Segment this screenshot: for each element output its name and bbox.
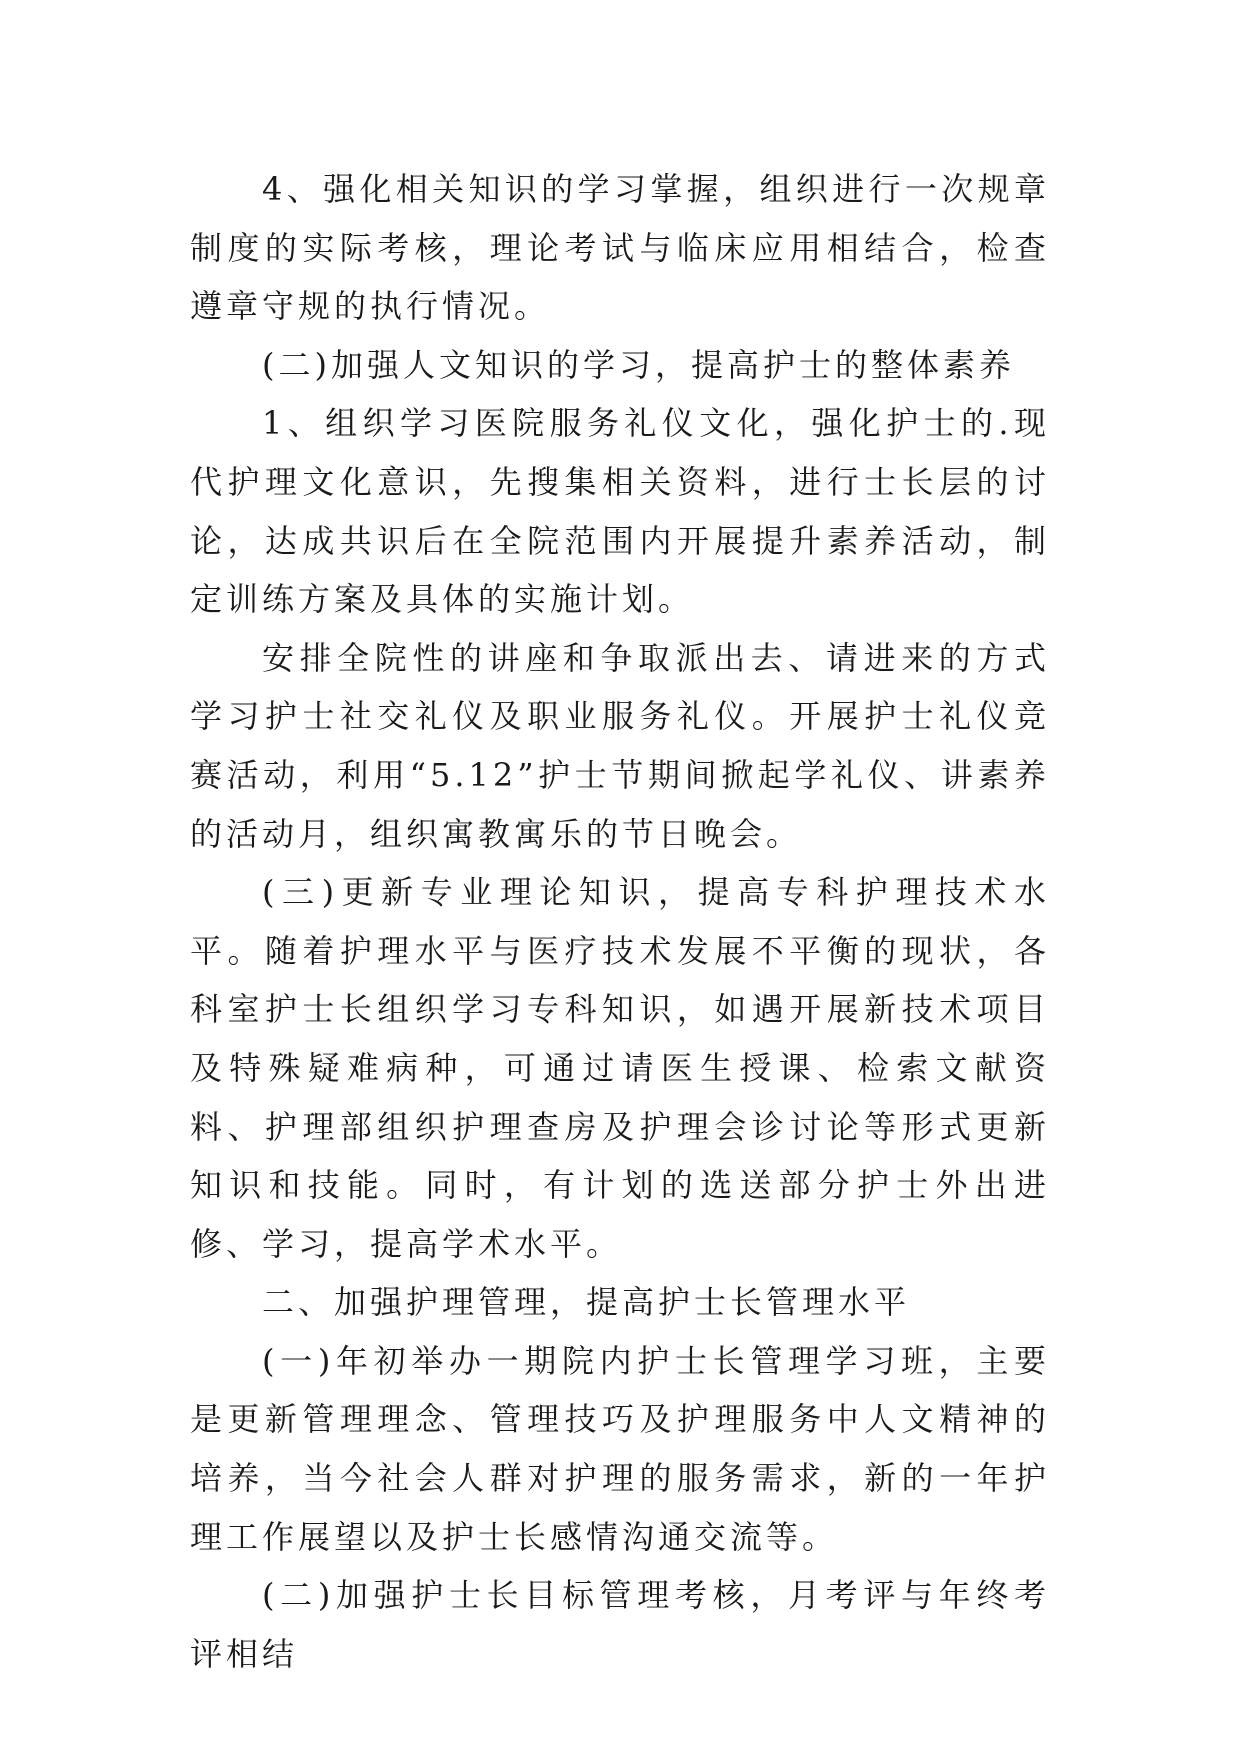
paragraph-head-nurse-training: (一)年初举办一期院内护士长管理学习班，主要是更新管理理念、管理技巧及护理服务中人文精神的培养，当今社会人群对护理的服务需求，新的一年护理工作展望以及护士长感情沟通交流等。 <box>190 1341 1050 1556</box>
paragraph-professional-theory: (三)更新专业理论知识，提高专科护理技术水平。随着护理水平与医疗技术发展不平衡的现状，各科室护士长组织学习专科知识，如遇开展新技术项目及特殊疑难病种，可通过请医生授课、检索文献资料、护理部组织护理查房及护理会诊讨论等形式更新知识和技能。同时，有计划的选送部分护士外出进修、学习，提高学术水平。 <box>190 873 1050 1263</box>
paragraph-target-management: (二)加强护士长目标管理考核，月考评与年终考评相结 <box>190 1576 1050 1673</box>
document-body <box>190 160 1050 1683</box>
paragraph-etiquette-culture: 1、组织学习医院服务礼仪文化，强化护士的.现代护理文化意识，先搜集相关资料，进行士长层的讨论，达成共识后在全院范围内开展提升素养活动，制定训练方案及具体的实施计划。 <box>190 404 1050 619</box>
heading-humanities-study: (二)加强人文知识的学习，提高护士的整体素养 <box>262 345 1015 384</box>
paragraph-etiquette-lectures: 安排全院性的讲座和争取派出去、请进来的方式学习护士社交礼仪及职业服务礼仪。开展护士礼仪竞赛活动，利用“5.12”护士节期间掀起学礼仪、讲素养的活动月，组织寓教寓乐的节日晚会。 <box>190 638 1050 853</box>
heading-nursing-management: 二、加强护理管理，提高护士长管理水平 <box>262 1283 911 1322</box>
paragraph-knowledge-assessment: 4、强化相关知识的学习掌握，组织进行一次规章制度的实际考核，理论考试与临床应用相结合，检查遵章守规的执行情况。 <box>190 170 1050 326</box>
